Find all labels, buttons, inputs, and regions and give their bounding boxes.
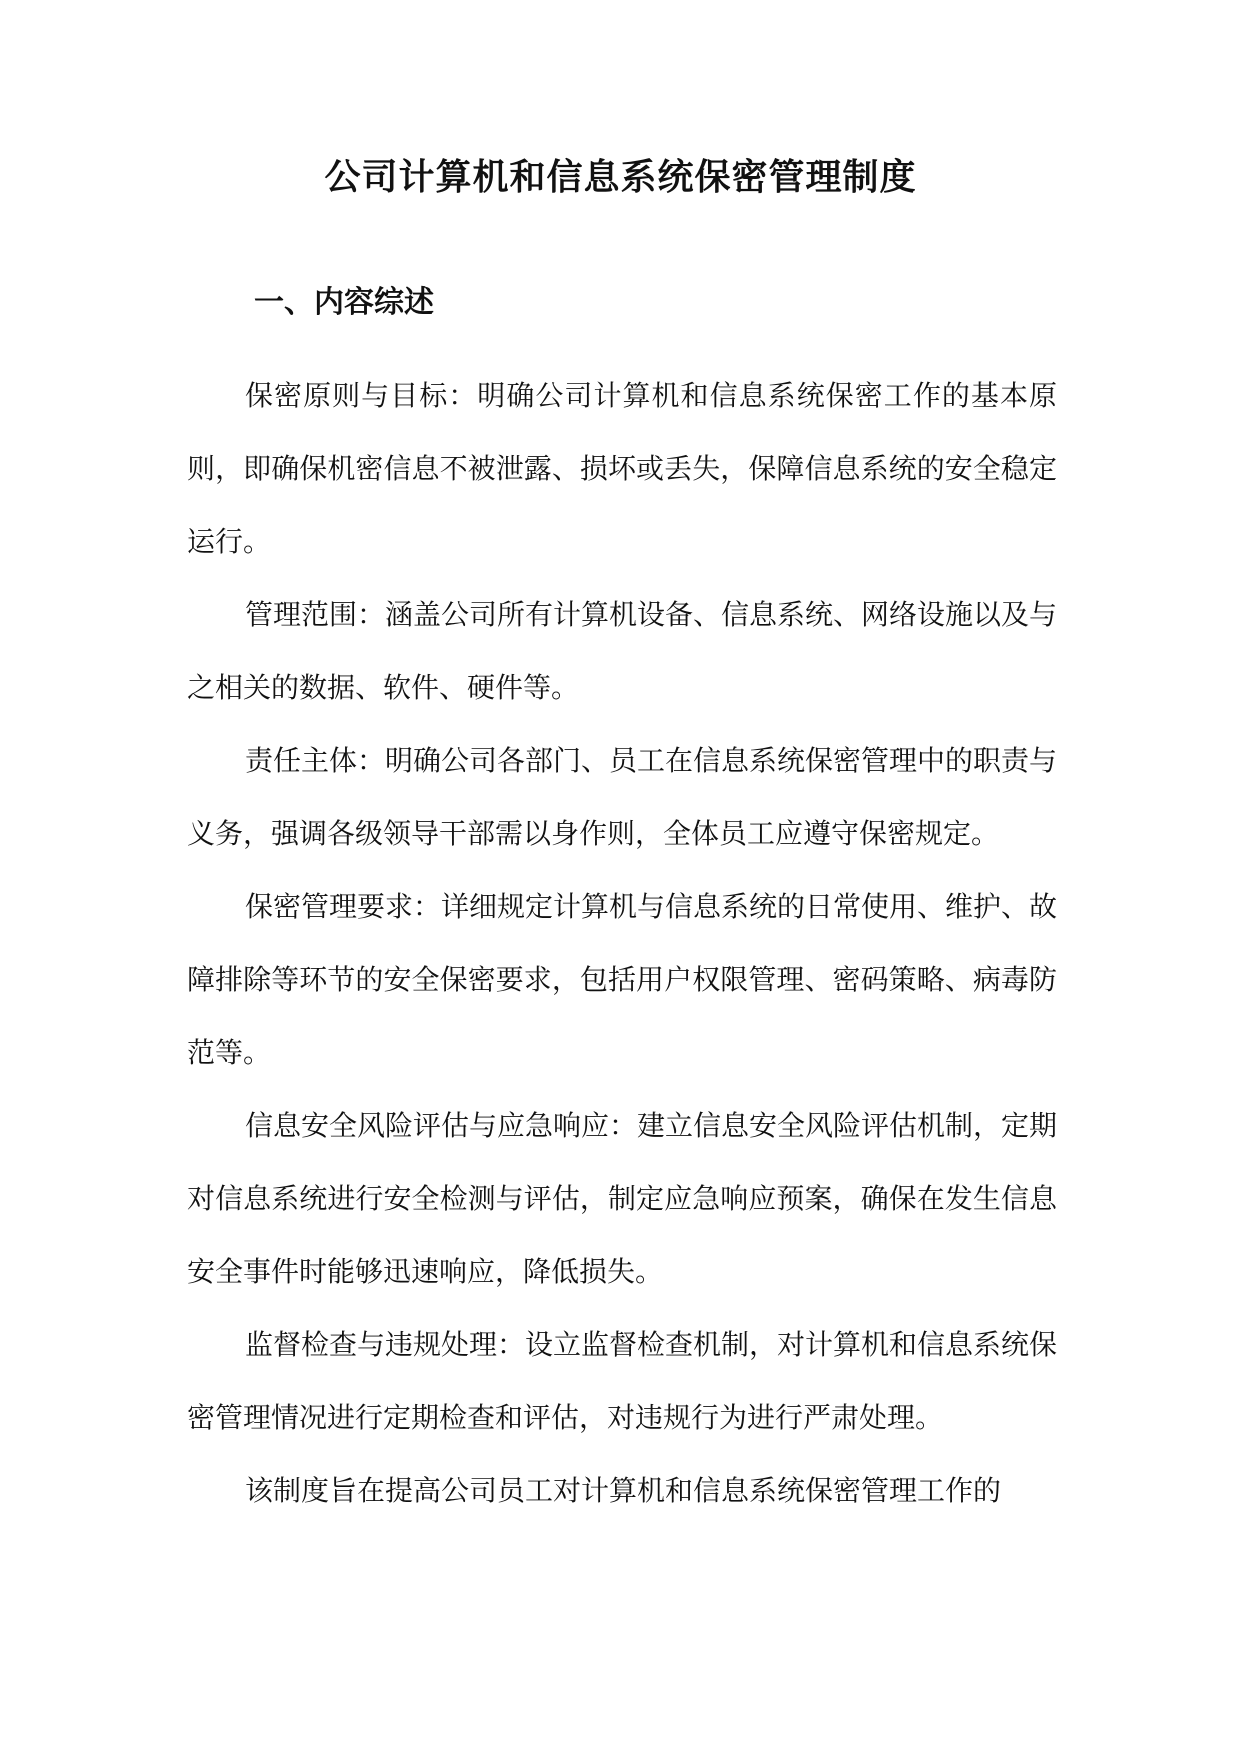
paragraph-risk-assessment: 信息安全风险评估与应急响应：建立信息安全风险评估机制，定期对信息系统进行安全检测与评估，制定应急响应预案，确保在发生信息安全事件时能够迅速响应，降低损失。 (187, 1109, 1058, 1288)
paragraph-requirements: 保密管理要求：详细规定计算机与信息系统的日常使用、维护、故障排除等环节的安全保密要求，包括用户权限管理、密码策略、病毒防范等。 (187, 890, 1058, 1069)
paragraph-scope: 管理范围：涵盖公司所有计算机设备、信息系统、网络设施以及与之相关的数据、软件、硬件等。 (187, 598, 1058, 704)
paragraph-responsibility: 责任主体：明确公司各部门、员工在信息系统保密管理中的职责与义务，强调各级领导干部需以身作则，全体员工应遵守保密规定。 (187, 744, 1058, 850)
paragraph-principles: 保密原则与目标：明确公司计算机和信息系统保密工作的基本原则，即确保机密信息不被泄露、损坏或丢失，保障信息系统的安全稳定运行。 (187, 379, 1057, 558)
paragraph-purpose: 该制度旨在提高公司员工对计算机和信息系统保密管理工作的 (245, 1474, 1002, 1507)
paragraph-supervision: 监督检查与违规处理：设立监督检查机制，对计算机和信息系统保密管理情况进行定期检查和评估，对违规行为进行严肃处理。 (187, 1328, 1058, 1434)
document-title: 公司计算机和信息系统保密管理制度 (324, 157, 917, 198)
section-heading: 一、内容综述 (254, 285, 434, 320)
document-body (187, 359, 1057, 1527)
